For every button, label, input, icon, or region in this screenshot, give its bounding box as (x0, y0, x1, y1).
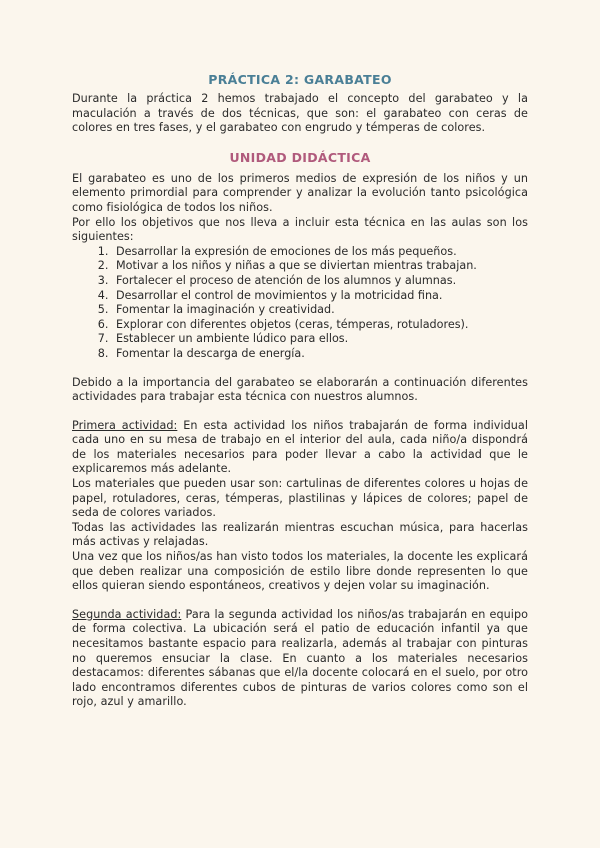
activity1-paragraph (72, 419, 528, 477)
objective-item: 7. Establecer un ambiente lúdico para ellos. (112, 332, 528, 347)
importance-paragraph: Debido a la importancia del garabateo se elaborarán a continuación diferentes actividades para trabajar esta técnica con nuestros alumnos. (72, 375, 528, 404)
objective-item: 5. Fomentar la imaginación y creatividad. (112, 303, 528, 318)
objective-item: 2. Motivar a los niños y niñas a que se diviertan mientras trabajan. (112, 259, 528, 274)
music-paragraph: Todas las actividades las realizarán mientras escuchan música, para hacerlas más activas y relajadas. (72, 520, 528, 549)
garabateo-paragraph: El garabateo es uno de los primeros medios de expresión de los niños y un elemento primordial para comprender y analizar la evolución tanto psicológica como fisiológica de todos los niños. (72, 171, 528, 214)
composition-paragraph: Una vez que los niños/as han visto todos los materiales, la docente les explicará que deben realizar una composición de estilo libre donde representen lo que ellos quieran siendo espontáneos, creativos y dejen volar su imaginación. (72, 550, 528, 593)
spacer (72, 362, 528, 376)
activity2-label: Segunda actividad: (72, 607, 182, 621)
activity2-paragraph (72, 608, 528, 710)
objective-item: 8. Fomentar la descarga de energía. (112, 347, 528, 362)
objective-item: 6. Explorar con diferentes objetos (ceras, témperas, rotuladores). (112, 318, 528, 333)
section-title-unidad: UNIDAD DIDÁCTICA (229, 149, 371, 165)
activity2-text: Para la segunda actividad los niños/as trabajarán en equipo de forma colectiva. La ubicación será el patio de educación infantil ya que necesitamos bastante espacio para realizarla, además al trabajar con pinturas no queremos ensuciar la clase. En cuanto a los materiales necesarios destacamos: diferentes sábanas que el/la docente colocará en el suelo, por otro lado encontramos diferentes cubos de pinturas de varios colores como son el rojo, azul y amarillo. (72, 607, 528, 709)
objective-item: 3. Fortalecer el proceso de atención de los alumnos y alumnas. (112, 274, 528, 289)
activity1-text: En esta actividad los niños trabajarán de forma individual cada uno en su mesa de trabajo en el interior del aula, cada niño/a dispondrá de los materiales necesarios para poder llevar a cabo la actividad que le explicaremos más adelante. (72, 418, 528, 476)
objective-item: 1. Desarrollar la expresión de emociones de los más pequeños. (112, 245, 528, 260)
objectives-intro-paragraph: Por ello los objetivos que nos lleva a incluir esta técnica en las aulas son los siguientes: (72, 215, 528, 244)
activity1-label: Primera actividad: (72, 418, 178, 432)
objectives-list (72, 245, 528, 362)
materials-paragraph: Los materiales que pueden usar son: cartulinas de diferentes colores u hojas de papel, rotuladores, ceras, témperas, plastilinas y lápices de colores; papel de seda de colores variados. (72, 477, 528, 520)
objective-item: 4. Desarrollar el control de movimientos y la motricidad fina. (112, 289, 528, 304)
intro-paragraph: Durante la práctica 2 hemos trabajado el concepto del garabateo y la maculación a través de dos técnicas, que son: el garabateo con ceras de colores en tres fases, y el garabateo con engrudo y témperas de colores. (72, 92, 528, 135)
spacer (72, 594, 528, 608)
section-title-practica: PRÁCTICA 2: GARABATEO (208, 72, 392, 87)
spacer (72, 405, 528, 419)
